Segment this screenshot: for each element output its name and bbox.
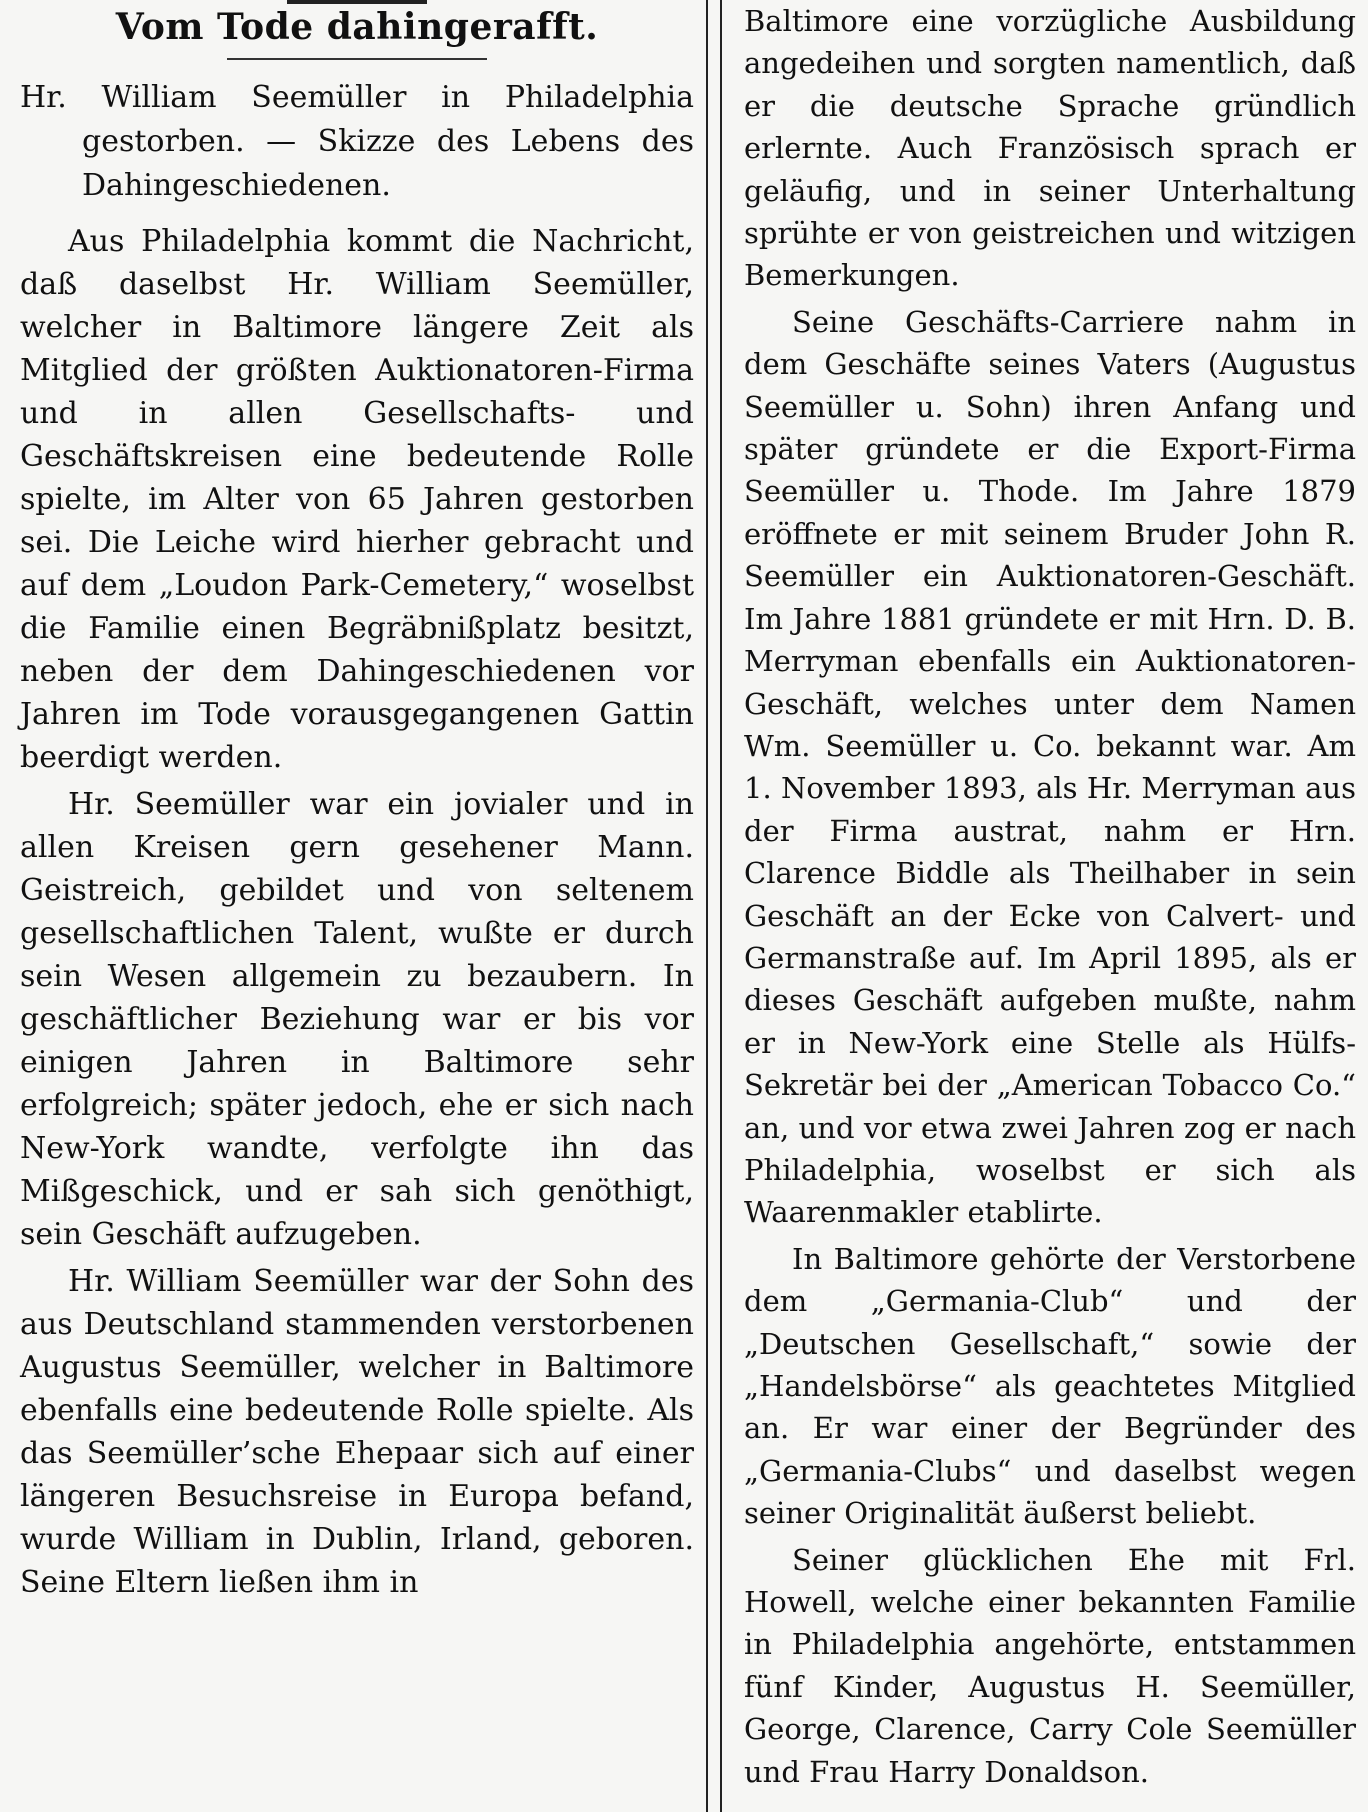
- headline-rule: [227, 58, 487, 60]
- article-paragraph: Seine Geschäfts-Carriere nahm in dem Geschäfte seines Vaters (Augustus Seemüller u. Sohn) ihren Anfang und später gründete er die Export-Firma Seemüller u. Thode. Im Jahre 1879 eröffnete er mit seinem Bruder John R. Seemüller ein Auktionatoren-Geschäft. Im Jahre 1881 gründete er mit Hrn. D. B. Merryman ebenfalls ein Auktionatoren-Geschäft, welches unter dem Namen Wm. Seemüller u. Co. bekannt war. Am 1. November 1893, als Hr. Merryman aus der Firma austrat, nahm er Hrn. Clarence Biddle als Theilhaber in sein Geschäft an der Ecke von Calvert- und Germanstraße auf. Im April 1895, als er dieses Geschäft aufgeben mußte, nahm er in New-York eine Stelle als Hülfs-Sekretär bei der „American Tobacco Co.“ an, und vor etwa zwei Jahren zog er nach Philadelphia, woselbst er sich als Waarenmakler etablirte.: [744, 304, 1356, 1230]
- article-paragraph-continued: Baltimore eine vorzügliche Ausbildung angedeihen und sorgten namentlich, daß er die deutsche Sprache gründlich erlernte. Auch Französisch sprach er geläufig, und in seiner Unterhaltung sprühte er von geistreichen und witzigen Bemerkungen.: [744, 4, 1356, 293]
- article-paragraph: In Baltimore gehörte der Verstorbene dem „Germania-Club“ und der „Deutschen Gesellschaft,“ sowie der „Handelsbörse“ als geachtetes Mitglied an. Er war einer der Begründer des „Germania-Clubs“ und daselbst wegen seiner Originalität äußerst beliebt.: [744, 1241, 1356, 1531]
- top-rule: [287, 0, 427, 4]
- article-paragraph: Aus Philadelphia kommt die Nachricht, daß daselbst Hr. William Seemüller, welcher in Baltimore längere Zeit als Mitglied der größten Auktionatoren-Firma und in allen Gesellschafts- und Geschäftskreisen eine bedeutende Rolle spielte, im Alter von 65 Jahren gestorben sei. Die Leiche wird hierher gebracht und auf dem „Loudon Park-Cemetery,“ woselbst die Familie einen Begräbnißplatz besitzt, neben der dem Dahingeschiedenen vor Jahren im Tode vorausgegangenen Gattin beerdigt werden.: [20, 224, 694, 775]
- article-summary: Hr. William Seemüller in Philadelphia gestorben. — Skizze des Lebens des Dahingeschiedenen.: [20, 80, 694, 203]
- article-paragraph: Hr. William Seemüller war der Sohn des aus Deutschland stammenden verstorbenen Augustus Seemüller, welcher in Baltimore ebenfalls eine bedeutende Rolle spielte. Als das Seemüller’sche Ehepaar sich auf einer längeren Besuchsreise in Europa befand, wurde William in Dublin, Irland, geboren. Seine Eltern ließen ihm in: [20, 1264, 694, 1600]
- article-paragraph: Seiner glücklichen Ehe mit Frl. Howell, welche einer bekannten Familie in Philadelphia angehörte, entstammen fünf Kinder, Augustus H. Seemüller, George, Clarence, Carry Cole Seemüller und Frau Harry Donaldson.: [744, 1542, 1356, 1789]
- right-column: [720, 0, 1368, 1812]
- headline: Vom Tode dahingerafft.: [115, 6, 599, 48]
- article-paragraph: Hr. Seemüller war ein jovialer und in allen Kreisen gern gesehener Mann. Geistreich, gebildet und von seltenem gesellschaftlichen Talent, wußte er durch sein Wesen allgemein zu bezaubern. In geschäftlicher Beziehung war er bis vor einigen Jahren in Baltimore sehr erfolgreich; später jedoch, ehe er sich nach New-York wandte, verfolgte ihn das Mißgeschick, und er sah sich genöthigt, sein Geschäft aufzugeben.: [20, 787, 694, 1252]
